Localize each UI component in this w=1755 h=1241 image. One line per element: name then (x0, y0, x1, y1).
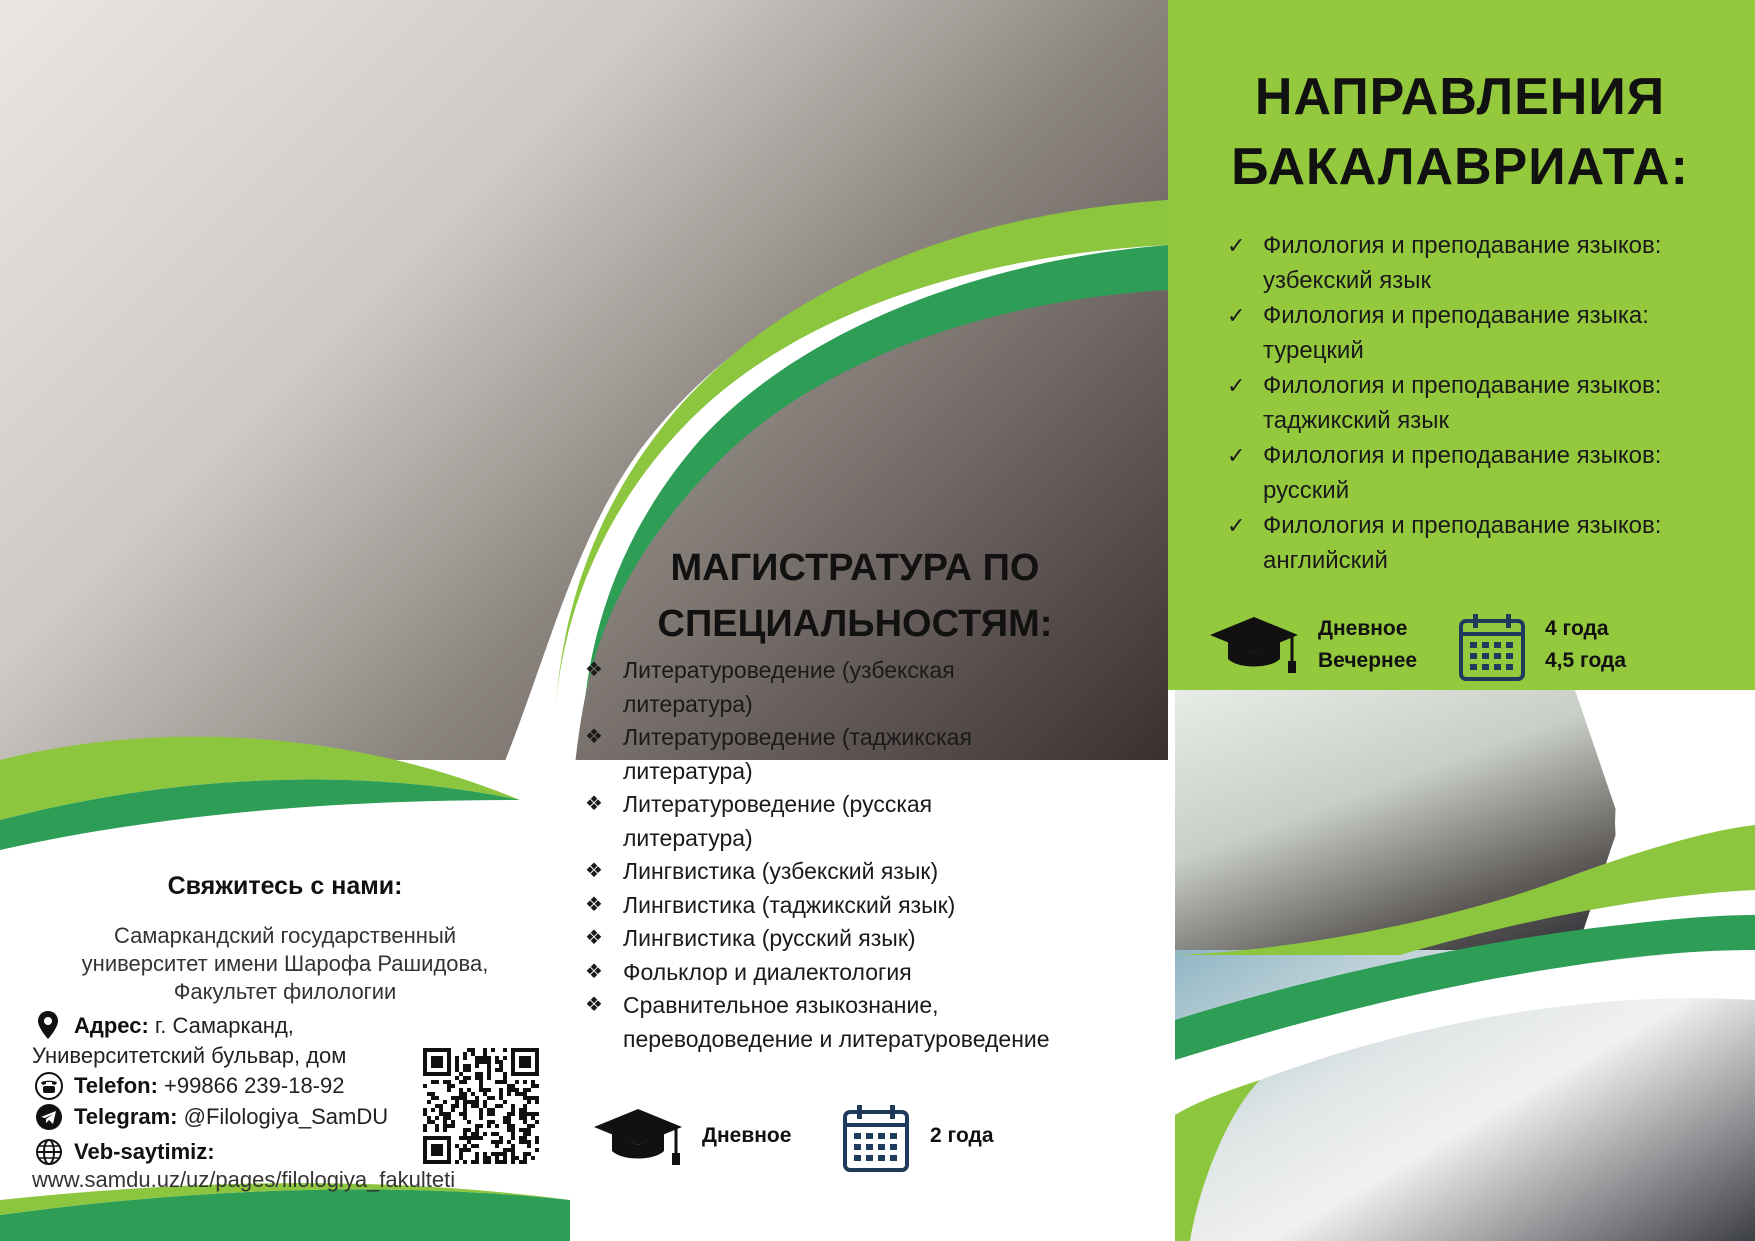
contact-title: Свяжитесь с нами: (167, 872, 403, 900)
diamond-bullet-icon: ❖ (585, 860, 603, 882)
master-title: МАГИСТРАТУРА ПО СПЕЦИАЛЬНОСТЯМ: (657, 547, 1053, 645)
contact-address: Адрес: г. Самарканд, (74, 1013, 294, 1038)
list-item: ✓ Филология и преподавание языков: английский (1225, 508, 1735, 578)
contact-web-label: Veb-saytimiz: (74, 1139, 215, 1164)
graduation-cap-icon (1208, 615, 1300, 677)
bachelor-title-line2: БАКАЛАВРИАТА: (1231, 138, 1689, 196)
bachelor-title-line1: НАПРАВЛЕНИЯ (1254, 68, 1666, 126)
list-item: ❖ Сравнительное языкознание, переводоведение и литературоведение (585, 989, 1145, 1056)
contact-phone: Telefon: +99866 239-18-92 (74, 1073, 345, 1098)
master-list (585, 654, 1145, 1056)
diamond-bullet-icon: ❖ (585, 960, 603, 983)
master-duration: 2 года (930, 1124, 994, 1147)
contact-organization: Самаркандский государственный университет имени Шарофа Рашидова, Факультет филологии (81, 923, 489, 1004)
list-item: ✓ Филология и преподавание языков: узбекский язык (1225, 228, 1735, 298)
diamond-bullet-icon: ❖ (585, 994, 603, 1016)
list-item: ✓ Филология и преподавание языков: русский (1225, 438, 1735, 508)
location-pin-icon (37, 1010, 59, 1040)
diamond-bullet-icon: ❖ (585, 726, 603, 748)
contact-telegram[interactable]: Telegram: @Filologiya_SamDU (74, 1104, 389, 1129)
list-item: ❖ Литературоведение (таджикская литература) (585, 721, 1145, 788)
diamond-bullet-icon: ❖ (585, 893, 603, 916)
globe-icon (35, 1138, 63, 1166)
check-icon: ✓ (1227, 513, 1246, 538)
calendar-icon (842, 1103, 910, 1173)
bachelor-list (1225, 228, 1735, 578)
bachelor-duration: 4 года 4,5 года (1545, 617, 1627, 672)
list-item: ❖ Литературоведение (узбекская литература) (585, 654, 1145, 721)
diamond-bullet-icon: ❖ (585, 659, 603, 681)
list-item: ❖ Лингвистика (русский язык) (585, 922, 1145, 956)
graduation-cap-icon (592, 1107, 684, 1169)
check-icon: ✓ (1227, 233, 1246, 258)
check-icon: ✓ (1227, 373, 1246, 398)
calendar-icon (1458, 612, 1526, 682)
master-mode: Дневное (702, 1124, 792, 1147)
bachelor-title (1200, 62, 1720, 202)
diamond-bullet-icon: ❖ (585, 927, 603, 949)
list-item: ❖ Фольклор и диалектология (585, 956, 1145, 990)
list-item: ✓ Филология и преподавание языков: таджикский язык (1225, 368, 1735, 438)
qr-code[interactable] (423, 1048, 539, 1164)
list-item: ✓ Филология и преподавание языка: турецкий (1225, 298, 1735, 368)
list-item: ❖ Литературоведение (русская литература) (585, 788, 1145, 855)
telegram-icon (35, 1103, 63, 1131)
list-item: ❖ Лингвистика (узбекский язык) (585, 855, 1145, 889)
check-icon: ✓ (1227, 443, 1246, 468)
bachelor-mode: Дневное Вечернее (1318, 617, 1418, 672)
phone-icon (33, 1072, 65, 1100)
check-icon: ✓ (1227, 303, 1246, 328)
contact-address-line2: Университетский бульвар, дом (32, 1043, 347, 1068)
diamond-bullet-icon: ❖ (585, 793, 603, 815)
list-item: ❖ Лингвистика (таджикский язык) (585, 889, 1145, 923)
contact-web-url[interactable]: www.samdu.uz/uz/pages/filologiya_fakulteti (32, 1167, 456, 1192)
